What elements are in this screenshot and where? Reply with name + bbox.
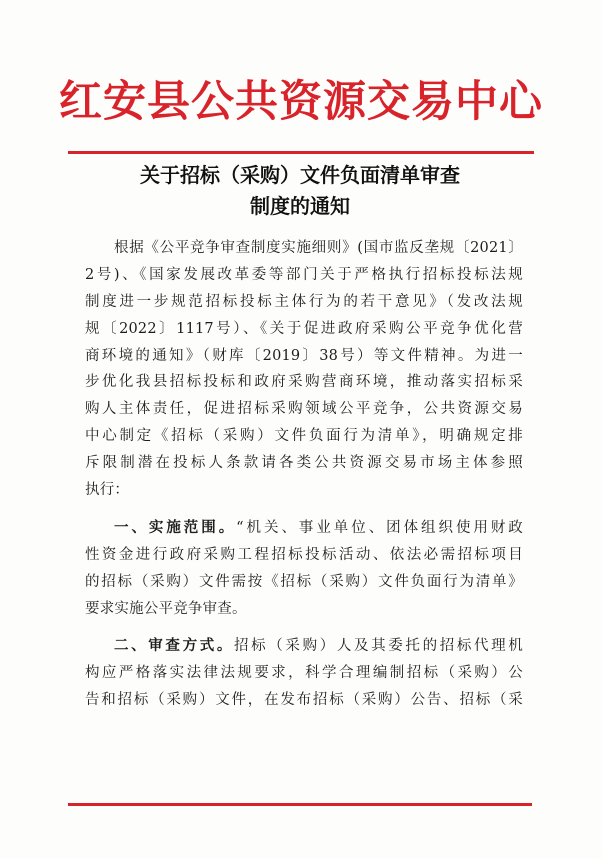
intro-line-2: 2号)、《国家发展改革委等部门关于严格执行招标投标法规 bbox=[85, 266, 523, 283]
section-1-line-4: 要求实施公平竞争审查。 bbox=[85, 600, 247, 617]
section-2-heading: 二、审查方式。 bbox=[114, 638, 234, 655]
intro-line-7: 购人主体责任，促进招标采购领域公平竞争，公共资源交易 bbox=[85, 401, 523, 418]
intro-line-6: 步优化我县招标投标和政府采购营商环境，推动落实招标采 bbox=[85, 374, 523, 391]
section-2-first-line bbox=[85, 633, 523, 660]
intro-line-10: 执行： bbox=[85, 482, 130, 499]
notice-title-line-2: 制度的通知 bbox=[250, 194, 350, 218]
intro-line-9: 斥限制潜在投标人条款请各类公共资源交易市场主体参照 bbox=[85, 455, 523, 472]
intro-line-4: 规〔2022〕1117号）、《关于促进政府采购公平竞争优化营 bbox=[85, 320, 523, 337]
section-1-line-3: 的招标（采购）文件需按《招标（采购）文件负面行为清单》 bbox=[85, 573, 523, 590]
intro-line-1: 根据《公平竞争审查制度实施细则》(国市监反垄规〔2021〕 bbox=[114, 240, 523, 256]
intro-line-8: 中心制定《招标（采购）文件负面行为清单》，明确规定排 bbox=[85, 428, 523, 445]
notice-title bbox=[60, 160, 540, 222]
section-1-first-line bbox=[85, 515, 523, 542]
header-red-rule bbox=[68, 151, 534, 154]
section-2-first-text: 招标（采购）人及其委托的招标代理机 bbox=[234, 638, 523, 655]
section-2-line-3: 告和招标（采购）文件，在发布招标（采购）公告、招标（采 bbox=[85, 692, 523, 709]
section-1-heading: 一、实施范围。 bbox=[114, 519, 237, 536]
section-1-first-text: “机关、事业单位、团体组织使用财政 bbox=[236, 519, 524, 536]
intro-line-5: 商环境的通知》（财库〔2019〕38号）等文件精神。为进一 bbox=[85, 347, 523, 364]
section-2-line-2: 构应严格落实法律法规要求，科学合理编制招标（采购）公 bbox=[85, 665, 523, 682]
intro-line-3: 制度进一步规范招标投标主体行为的若干意见》（发改法规 bbox=[85, 293, 523, 310]
section-1-line-2: 性资金进行政府采购工程招标投标活动、依法必需招标项目 bbox=[85, 546, 523, 563]
footer-red-rule bbox=[68, 803, 532, 806]
notice-body bbox=[85, 235, 523, 714]
organization-header: 红安县公共资源交易中心 bbox=[59, 77, 543, 127]
notice-title-line-1: 关于招标（采购）文件负面清单审查 bbox=[140, 163, 460, 187]
